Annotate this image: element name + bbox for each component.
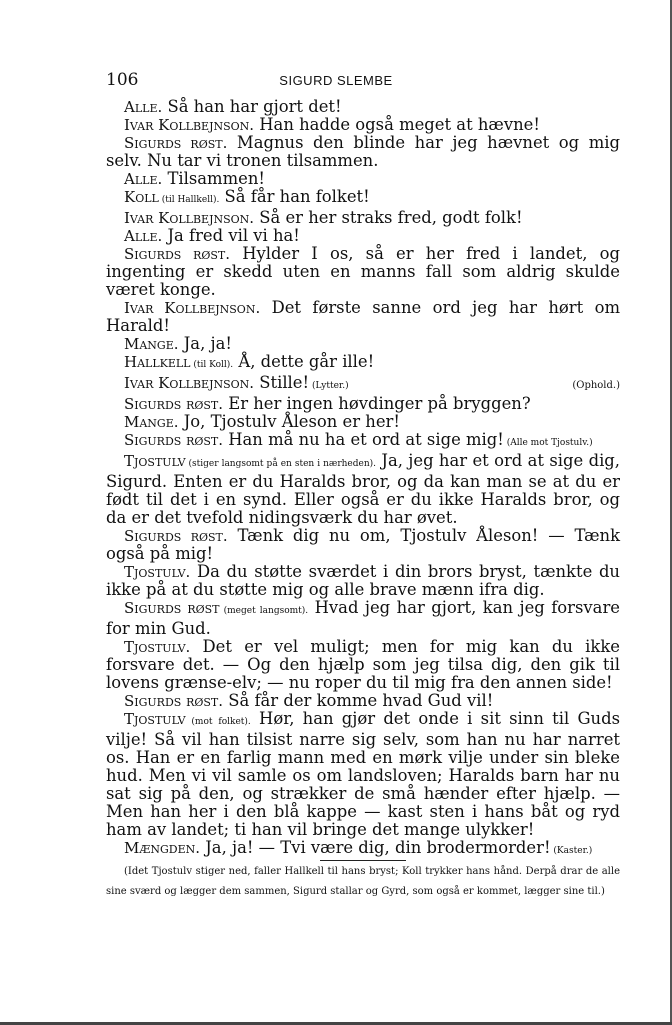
speech-text: Så får der komme hvad Gud vil! bbox=[223, 691, 494, 710]
speech-text: Ja, ja! bbox=[178, 334, 232, 353]
speaker-name: Alle. bbox=[124, 98, 163, 116]
speaker-name: Koll bbox=[124, 188, 159, 206]
stage-note: (til Hallkell). bbox=[158, 195, 220, 205]
dialogue-line bbox=[106, 98, 620, 116]
play-text bbox=[106, 98, 620, 902]
stage-note-after: (Lytter.) bbox=[309, 381, 349, 391]
dialogue-line bbox=[106, 116, 620, 134]
stage-note: (meget langsomt). bbox=[219, 606, 309, 616]
dialogue-line bbox=[106, 134, 620, 170]
dialogue-line bbox=[106, 395, 620, 413]
dialogue-line bbox=[106, 299, 620, 335]
section-rule bbox=[320, 860, 406, 861]
dialogue-line bbox=[106, 374, 620, 395]
dialogue-line bbox=[106, 599, 620, 638]
speech-text: Ja, jeg har et ord at sige dig, Sigurd. Enten er du Haralds bror, og da kan man se at du er født til det i en synd. Eller også er du ikke Haralds bror, og da er det tvefold nidingsværk du har øvet. bbox=[106, 451, 621, 527]
stage-note-after: (Kaster.) bbox=[550, 846, 593, 856]
speaker-name: Ivar Kollbejnson. bbox=[124, 299, 261, 317]
stage-note-after: (Alle mot Tjostulv.) bbox=[503, 438, 593, 448]
dialogue-line bbox=[106, 527, 620, 563]
speaker-name: Alle. bbox=[124, 227, 163, 245]
dialogue-line bbox=[106, 413, 620, 431]
speech-text: Stille! bbox=[254, 373, 310, 392]
speech-text: Jo, Tjostulv Åleson er her! bbox=[178, 412, 400, 431]
dialogue-line bbox=[106, 710, 620, 839]
speaker-name: Tjostulv bbox=[124, 452, 186, 470]
speech-text: Ja fred vil vi ha! bbox=[162, 226, 300, 245]
speaker-name: Ivar Kollbejnson. bbox=[124, 374, 255, 392]
running-head: SIGURD SLEMBE bbox=[279, 73, 393, 88]
speech-text: Så får han folket! bbox=[219, 187, 370, 206]
dialogue-line bbox=[106, 563, 620, 599]
speaker-name: Mange. bbox=[124, 335, 179, 353]
speech-text: Han må nu ha et ord at sige mig! bbox=[223, 430, 504, 449]
speech-text: Hvad jeg har gjort, kan jeg forsvare for min Gud. bbox=[106, 598, 620, 638]
stage-note: (stiger langsomt på en sten i nærheden). bbox=[185, 459, 377, 469]
stage-direction: (Idet Tjostulv stiger ned, faller Hallkell til hans bryst; Koll trykker hans hånd. Derpå drar de alle sine sværd og lægger dem sammen, Sigurd stallar og Gyrd, som også er kommet, lægger sine til.) bbox=[106, 866, 620, 897]
speech-text: Hør, han gjør det onde i sit sinn til Guds vilje! Så vil han tilsist narre sig selv, som han nu har narret os. Han er en farlig mann med en mørk vilje under sin bleke hud. Men vi vil samle os om landsloven; Haralds barn har nu sat sig på den, og strækker de små hænder efter hjælp. — Men han her i den blå kappe — kast sten i hans båt og ryd ham av landet; ti han vil bringe det mange ulykker! bbox=[106, 709, 621, 839]
speaker-name: Sigurds røst. bbox=[124, 692, 224, 710]
speaker-name: Tjostulv bbox=[124, 710, 186, 728]
speech-text: Tænk dig nu om, Tjostulv Åleson! — Tænk også på mig! bbox=[106, 526, 621, 563]
speaker-name: Sigurds røst. bbox=[124, 527, 228, 545]
dialogue-line bbox=[106, 245, 620, 299]
speaker-name: Sigurds røst. bbox=[124, 395, 224, 413]
dialogue-line bbox=[106, 188, 620, 209]
speech-text: Det første sanne ord jeg har hørt om Harald! bbox=[106, 298, 620, 335]
dialogue-line bbox=[106, 638, 620, 692]
speaker-name: Tjostulv. bbox=[124, 563, 191, 581]
speaker-name: Ivar Kollbejnson. bbox=[124, 116, 255, 134]
right-direction: (Ophold.) bbox=[572, 380, 620, 391]
speaker-name: Sigurds røst. bbox=[124, 134, 228, 152]
speaker-name: Mange. bbox=[124, 413, 179, 431]
speech-text: Magnus den blinde har jeg hævnet og mig selv. Nu tar vi tronen tilsammen. bbox=[106, 133, 620, 170]
dialogue-line bbox=[106, 335, 620, 353]
dialogue-line bbox=[106, 353, 620, 374]
speaker-name: Sigurds røst. bbox=[124, 431, 224, 449]
stage-note: (mot folket). bbox=[185, 717, 251, 727]
dialogue-line bbox=[106, 209, 620, 227]
page-number: 106 bbox=[106, 70, 139, 90]
speech-text: Det er vel muligt; men for mig kan du ikke forsvare det. — Og den hjælp som jeg tilsa dig, den gik til lovens grænse-elv; — nu roper du til mig fra den annen side! bbox=[106, 637, 620, 692]
speech-text: Å, dette går ille! bbox=[233, 352, 375, 371]
dialogue-line bbox=[106, 452, 620, 527]
speech-text: Han hadde også meget at hævne! bbox=[254, 115, 540, 134]
speech-text: Så han har gjort det! bbox=[162, 97, 342, 116]
speech-text: Så er her straks fred, godt folk! bbox=[254, 208, 523, 227]
speech-text: Da du støtte sværdet i din brors bryst, tænkte du ikke på at du støtte mig og alle brave mænn ifra dig. bbox=[106, 562, 620, 599]
speaker-name: Ivar Kollbejnson. bbox=[124, 209, 255, 227]
speech-text: Er her ingen høvdinger på bryggen? bbox=[223, 394, 531, 413]
stage-note: (til Koll). bbox=[190, 360, 234, 370]
speaker-name: Alle. bbox=[124, 170, 163, 188]
speech-text: Ja, ja! — Tvi være dig, din brodermorder! bbox=[200, 838, 551, 857]
dialogue-line bbox=[106, 227, 620, 245]
speaker-name: Hallkell bbox=[124, 353, 191, 371]
speaker-name: Mængden. bbox=[124, 839, 201, 857]
dialogue-line bbox=[106, 170, 620, 188]
dialogue-line bbox=[106, 692, 620, 710]
speaker-name: Sigurds røst bbox=[124, 599, 220, 617]
dialogue-line bbox=[106, 839, 620, 860]
speech-text: Hylder I os, så er her fred i landet, og ingenting er skedd uten en manns fall som aldrig skulde været konge. bbox=[106, 244, 620, 299]
speech-text: Tilsammen! bbox=[162, 169, 265, 188]
dialogue-lines bbox=[106, 98, 620, 860]
speaker-name: Tjostulv. bbox=[124, 638, 191, 656]
speaker-name: Sigurds røst. bbox=[124, 245, 231, 263]
dialogue-line bbox=[106, 431, 620, 452]
